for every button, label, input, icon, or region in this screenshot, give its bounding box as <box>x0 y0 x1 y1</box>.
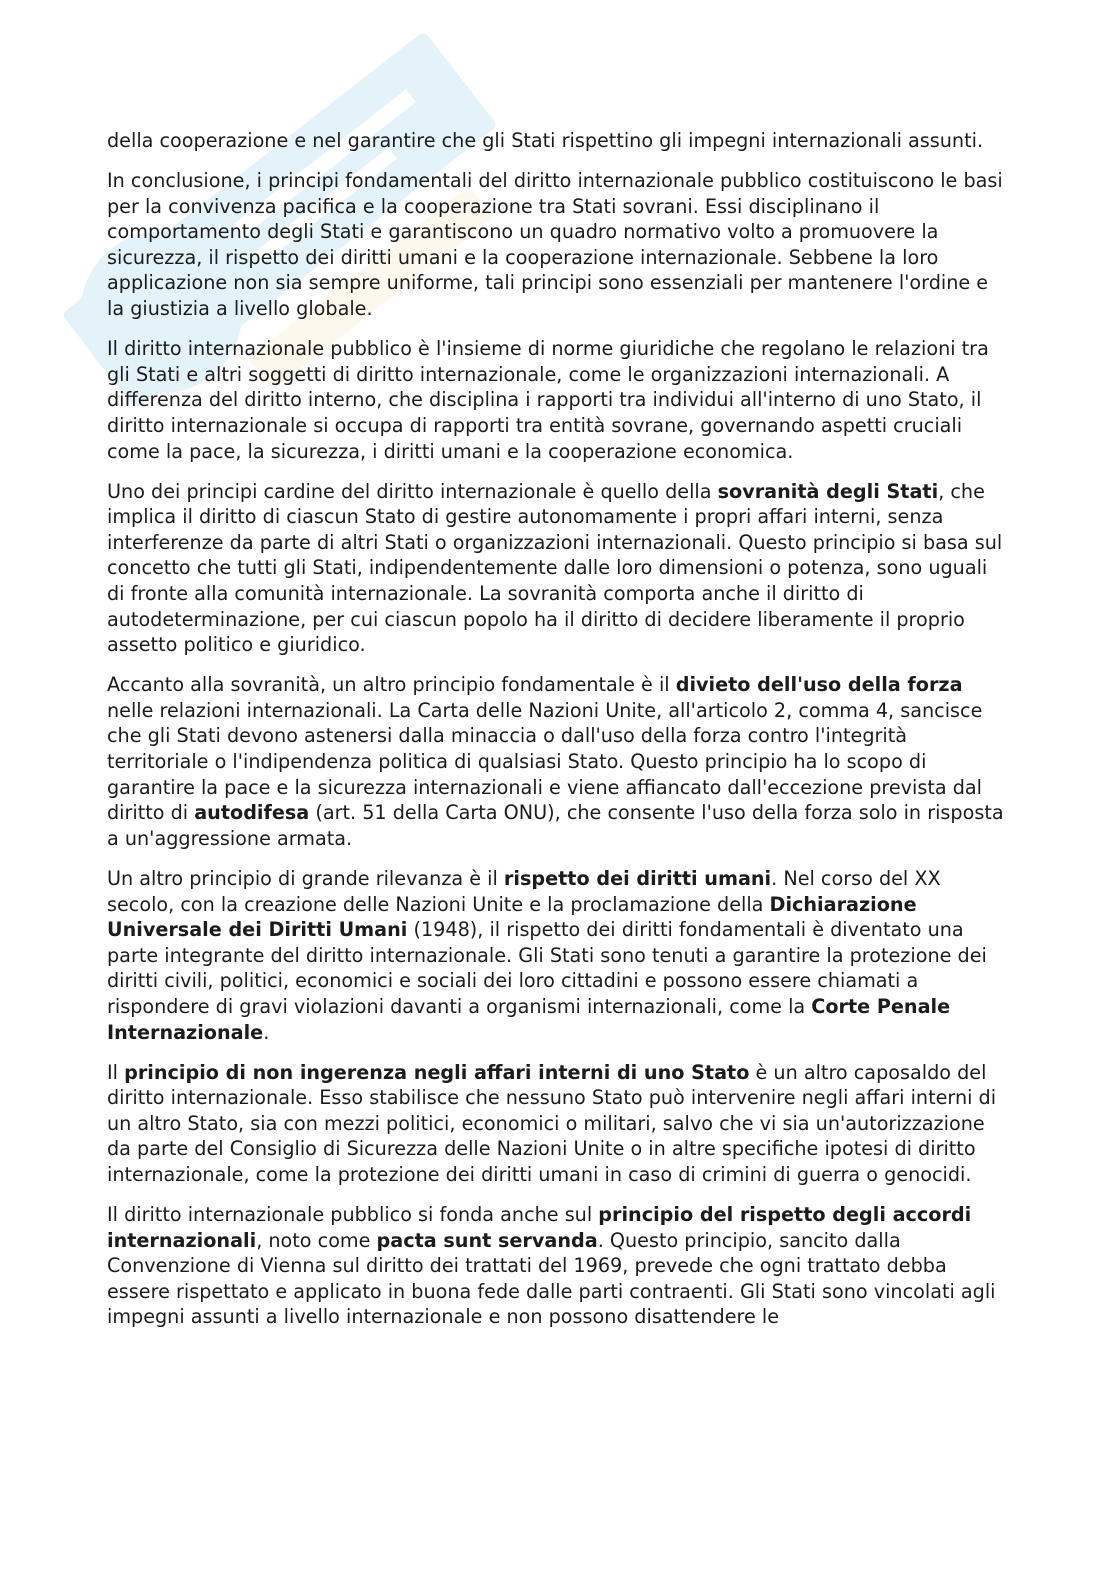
text-run: . <box>263 1020 270 1044</box>
text-run: è un altro caposaldo del diritto internazionale. Esso stabilisce che nessuno Stato può intervenire negli affari interni di un altro Stato, sia con mezzi politici, economici o militari, salvo che vi sia un'autorizzazione da parte del Consiglio di Sicurezza delle Nazioni Unite o in altre specifiche ipotesi di diritto internazionale, come la protezione dei diritti umani in caso di crimini di guerra o genocidi. <box>107 1060 997 1186</box>
text-run: della cooperazione e nel garantire che gli Stati rispettino gli impegni internazionali assunti. <box>107 129 984 152</box>
text-run: In conclusione, i principi fondamentali del diritto internazionale pubblico costituiscono le basi per la convivenza pacifica e la cooperazione tra Stati sovrani. Essi disciplinano il comportamento degli Stati e garantiscono un quadro normativo volto a promuovere la sicurezza, il rispetto dei diritti umani e la cooperazione internazionale. Sebbene la loro applicazione non sia sempre uniforme, tali principi sono essenziali per mantenere l'ordine e la giustizia a livello globale. <box>107 169 1003 321</box>
bold-term: autodifesa <box>194 801 310 825</box>
bold-term: Corte Penale Internazionale <box>107 994 951 1044</box>
bold-term: Dichiarazione Universale dei Diritti Umani <box>107 892 917 942</box>
paragraph-1 <box>107 128 1007 154</box>
text-run: nelle relazioni internazionali. La Carta delle Nazioni Unite, all'articolo 2, comma 4, sancisce che gli Stati devono astenersi dalla minaccia o dall'uso della forza contro l'integrità territoriale o l'indipendenza politica di qualsiasi Stato. Questo principio ha lo scopo di garantire la pace e la sicurezza internazionali e viene affiancato dall'eccezione prevista dal diritto di <box>107 698 983 825</box>
bold-term: rispetto dei diritti umani <box>503 866 772 890</box>
text-run: Il diritto internazionale pubblico si fonda anche sul <box>107 1203 599 1227</box>
text-run: . Questo principio, sancito dalla Convenzione di Vienna sul diritto dei trattati del 1969, prevede che ogni trattato debba essere rispettato e applicato in buona fede dalle parti contraenti. Gli Stati sono vincolati agli impegni assunti a livello internazionale e non possono disattendere le <box>107 1228 996 1329</box>
bold-term: principio di non ingerenza negli affari interni di uno Stato <box>124 1060 750 1084</box>
paragraph-8 <box>107 1202 1007 1330</box>
text-run: Uno dei principi cardine del diritto internazionale è quello della <box>107 479 718 503</box>
bold-term: principio del rispetto degli accordi internazionali <box>107 1203 972 1252</box>
paragraph-3 <box>107 336 1007 464</box>
paragraph-4 <box>107 479 1007 658</box>
text-run: , che implica il diritto di ciascun Stato di gestire autonomamente i propri affari interni, senza interferenze da parte di altri Stati o organizzazioni internazionali. Questo principio si basa sul concetto che tutti gli Stati, indipendentemente dalle loro dimensioni o potenza, sono uguali di fronte alla comunità internazionale. La sovranità comporta anche il diritto di autodeterminazione, per cui ciascun popolo ha il diritto di decidere liberamente il proprio assetto politico e giuridico. <box>107 479 1003 657</box>
paragraph-7 <box>107 1060 1007 1188</box>
text-run: (1948), il rispetto dei diritti fondamentali è diventato una parte integrante del diritto internazionale. Gli Stati sono tenuti a garantire la protezione dei diritti civili, politici, economici e sociali dei loro cittadini e possono essere chiamati a rispondere di gravi violazioni davanti a organismi internazionali, come la <box>107 918 987 1018</box>
text-run: (art. 51 della Carta ONU), che consente l'uso della forza solo in risposta a un'aggressione armata. <box>107 801 1004 850</box>
paragraph-2 <box>107 168 1007 322</box>
bold-term: divieto dell'uso della forza <box>675 673 963 697</box>
paragraph-5 <box>107 672 1007 851</box>
document-page <box>107 128 1007 1345</box>
text-run: Un altro principio di grande rilevanza è il <box>107 866 504 890</box>
text-run: Il diritto internazionale pubblico è l'insieme di norme giuridiche che regolano le relazioni tra gli Stati e altri soggetti di diritto internazionale, come le organizzazioni internazionali. A differenza del diritto interno, che disciplina i rapporti tra individui all'interno di uno Stato, il diritto internazionale si occupa di rapporti tra entità sovrane, governando aspetti cruciali come la pace, la sicurezza, i diritti umani e la cooperazione economica. <box>107 337 989 463</box>
bold-term: sovranità degli Stati <box>717 479 939 503</box>
text-run: . Nel corso del XX secolo, con la creazione delle Nazioni Unite e la proclamazione della <box>107 866 941 916</box>
text-run: Il <box>107 1060 125 1084</box>
bold-term: pacta sunt servanda <box>376 1228 598 1252</box>
text-run: , noto come <box>256 1228 377 1252</box>
paragraph-6 <box>107 866 1007 1045</box>
text-run: Accanto alla sovranità, un altro principio fondamentale è il <box>107 673 676 697</box>
